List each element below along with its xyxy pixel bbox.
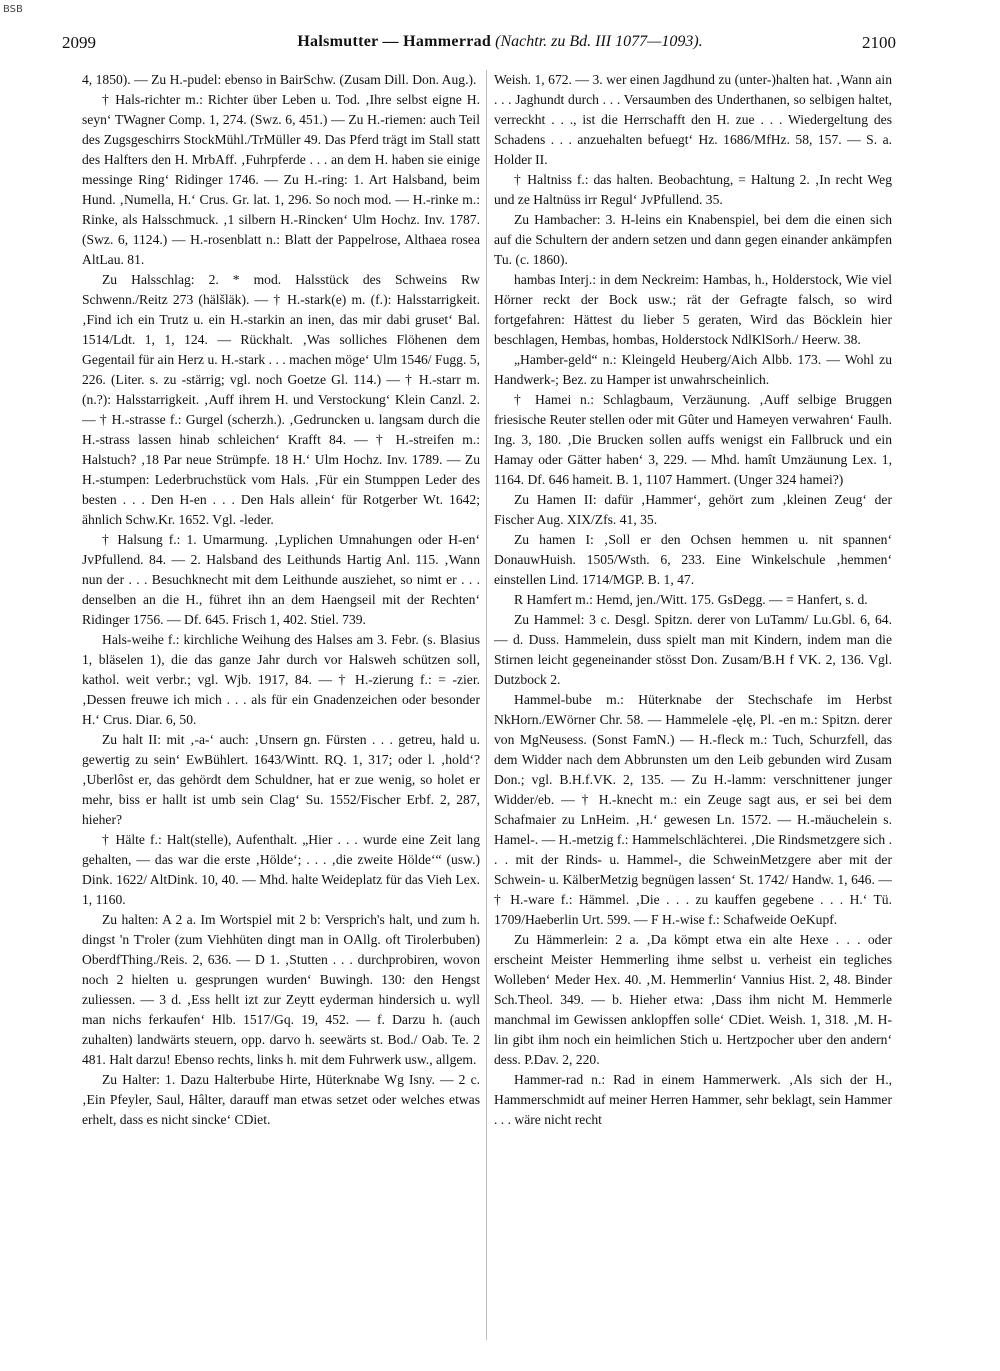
entry-paragraph: † Halsung f.: 1. Umarmung. ‚Lyplichen Umnahungen oder H-en‘ JvPfullend. 84. — 2. Halsband des Leithunds Hartig Anl. 115. ‚Wann nun der . . . Besuchknecht mit dem Leithunde ausziehet, so nimt er . . . denselben an die H., führet ihn an dem Haengseil mit der Rechten‘ Ridinger 1756. — Df. 645. Frisch 1, 402. Stiel. 739. — [82, 532, 480, 627]
entry-paragraph: Hammel-bube m.: Hüterknabe der Stechschafe im Herbst NkHorn./EWörner Chr. 58. — Hammelele -ęlę, Pl. -en m.: Spitzn. derer von MgNeusess. (Sonst FamN.) — H.-fleck m.: Tuch, Schurzfell, das dem Widder nach dem Abbrunsten um den Leib gebunden wird Zusam Don.; vgl. B.H.f.VK. 2, 135. — Zu H.-lamm: verschnittener junger Widder/eb. — † H.-knecht m.: ein Zeuge sagt aus, er sei bei dem Schafmaier zu LnHeim. ‚H.‘ gewesen Ln. 1572. — H.-mäuchelein s. Hamel-. — H.-metzig f.: Hammelschlächterei. ‚Die Rindsmetzgere sich . . . mit der Rinds- u. Hammel-, die SchweinMetzgere aber mit der Schwein- u. KälberMetzig begnügen lassen‘ St. 1742/ Handw. 1, 646. — † H.-ware f.: Hämmel. ‚Die . . . zu kauffen gegebene . . . H.‘ Tü. 1709/Haeberlin Urt. 599. — F H.-wise f.: Schafweide OeKupf. — [494, 692, 892, 927]
entry-paragraph: Zu hamen I: ‚Soll er den Ochsen hemmen u. nit spannen‘ DonauwHuish. 1505/Wsth. 6, 233. Eine Winkelschule ‚hemmen‘ einstellen Lind. 1714/MGP. B. 1, 47. — [494, 532, 892, 587]
left-column — [82, 70, 480, 1360]
entry-paragraph: † Hälte f.: Halt(stelle), Aufenthalt. „Hier . . . wurde eine Zeit lang gehalten, — das war die erste ‚Hölde‘; . . . ‚die zweite Hölde‘“ (usw.) Dink. 1622/ AltDink. 10, 40. — Mhd. halte Weideplatz für das Vieh Lex. 1, 1160. — [82, 832, 480, 907]
entry-paragraph: Zu halt II: mit ‚-a-‘ auch: ‚Unsern gn. Fürsten . . . getreu, hald u. gewertig zu sein‘ EwBühlert. 1643/Wintt. RQ. 1, 317; oder l. ‚hold‘? ‚Uberlôst er, das gehördt dem Schuldner, hat er zue wenig, so holet er mehr, biss er hallt ist umb sein Clag‘ Su. 1552/Fischer Erbf. 2, 287, hieher? — [82, 732, 480, 827]
entry-paragraph: Zu halten: A 2 a. Im Wortspiel mit 2 b: Versprich's halt, und zum h. dingst 'n T'roler (zum Viehhüten dingt man in OAllg. oft Tirolerbuben) OberdfThing./Reis. 2, 636. — D 1. ‚Stutten . . . durchprobiren, wovon noch 2 hielten u. gesprungen wurden‘ Buwingh. 130: den Hengst zuliessen. — 3 d. ‚Ess hellt izt zur Zeytt eyderman hindersich u. wyll man nichs ferkaufen‘ Hlb. 1517/Gq. 19, 452. — f. Darzu h. (auch zuhalten) landwärts steuern, opp. darvo h. seewärts st. Bod./ Oab. Te. 2 481. Halt darzu! Ebenso rechts, links h. mit dem Fuhrwerk usw., allgem. — [82, 912, 480, 1067]
entry-paragraph: 4, 1850). — Zu H.-pudel: ebenso in BairSchw. (Zusam Dill. Don. Aug.). — [82, 72, 477, 87]
page-number-right: 2100 — [862, 33, 896, 52]
entry-paragraph: Hals-weihe f.: kirchliche Weihung des Halses am 3. Febr. (s. Blasius 1, bläselen 1), die das ganze Jahr durch vor Halsweh schützen soll, kathol. weit verbr.; vgl. Wjb. 1917, 84. — † H.-zierung f.: = -zier. ‚Dessen freuwe ich mich . . . als für ein Gnadenzeichen oder besonder H.‘ Crus. Diar. 6, 50. — [82, 632, 480, 727]
watermark: BSB — [3, 4, 23, 15]
running-title-main: Halsmutter — Hammerrad — [297, 33, 492, 50]
entry-paragraph: hambas Interj.: in dem Neckreim: Hambas, h., Holderstock, Wie viel Hörner reckt der Bock usw.; rät der Gefragte falsch, so wird fortgefahren: Hättest du lieber 5 geraten, Wird das Böcklein hier beschlagen, Hembas, hombas, Holderstock NdlKlSorh./ Heerw. 38. — [494, 272, 892, 347]
entry-paragraph: Zu Halter: 1. Dazu Halterbube Hirte, Hüterknabe Wg Isny. — 2 c. ‚Ein Pfeyler, Saul, Hâlter, darauff man etwas setzet oder welches etwas erhelt, dass es nicht sincke‘ CDiet. — [82, 1072, 480, 1127]
running-title-sub: (Nachtr. zu Bd. III 1077—1093). — [495, 33, 703, 50]
entry-paragraph: Zu Hamen II: dafür ‚Hammer‘, gehört zum ‚kleinen Zeug‘ der Fischer Aug. XIX/Zfs. 41, 35. — [494, 492, 892, 527]
running-title — [0, 33, 1000, 51]
page-header — [0, 33, 1000, 57]
entry-paragraph: Zu Hämmerlein: 2 a. ‚Da kömpt etwa ein alte Hexe . . . oder erscheint Meister Hemmerling ihme selbst u. verheist ein tegliches Wolleben‘ Meder Hex. 40. ‚M. Hemmerlin‘ Vannius Hist. 2, 48. Binder Sch.Theol. 349. — b. Hieher etwa: ‚Dass ihm nicht M. Hemmerle manchmal im Gewissen anklopffen solle‘ CDiet. Weish. 1, 318. ‚M. H-lin gibt ihm noch ein heimlichen Stich u. Hertzpocher uber den andern‘ dess. P.Dav. 2, 220. — [494, 932, 892, 1067]
right-column — [494, 70, 892, 1360]
entry-paragraph: † Haltniss f.: das halten. Beobachtung, = Haltung 2. ‚In recht Weg und ze Haltnüss irr Regul‘ JvPfullend. 35. — [494, 172, 892, 207]
page-number-left: 2099 — [62, 33, 96, 52]
column-divider — [486, 70, 487, 1340]
entry-paragraph: Weish. 1, 672. — 3. wer einen Jagdhund zu (unter-)halten hat. ‚Wann ain . . . Jaghundt durch . . . Versaumben des Underthanen, so selbigen haltet, verreckht . . ., ist die Herrschafft den H. zue . . . Wiedergeltung des Schadens . . . anzuehalten befuegt‘ Hz. 1686/MfHz. 58, 157. — S. a. Holder II. — [494, 72, 892, 167]
entry-paragraph: † Hamei n.: Schlagbaum, Verzäunung. ‚Auff selbige Bruggen friesische Reuter stellen oder mit Gûter und Hameyen verwahren‘ Faulh. Ing. 3, 180. ‚Die Brucken sollen auffs wenigst ein Fallbruck und ein Hamay oder Gätter haben‘ 3, 229. — Mhd. hamît Umzäunung Lex. 1, 1164. Df. 646 hameit. B. 1, 1107 Hammert. (Unger 324 hamei?) — [494, 392, 892, 487]
entry-paragraph: † Hals-richter m.: Richter über Leben u. Tod. ‚Ihre selbst eigne H. seyn‘ TWagner Comp. 1, 274. (Swz. 6, 451.) — Zu H.-riemen: auch Teil des Zugsgeschirrs StockMühl./TrMüller 49. Das Pferd trägt im Stall statt des Halfters den H. MrbAff. ‚Fuhrpferde . . . an dem H. haben sie einige messinge Ring‘ Ridinger 1746. — Zu H.-ring: 1. Art Halsband, beim Hund. ‚Numella, H.‘ Crus. Gr. lat. 1, 296. So noch mod. — H.-rinke m.: Rinke, als Halsschmuck. ‚1 silbern H.-Rincken‘ Ulm Hochz. Inv. 1787. (Swz. 6, 1124.) — H.-rosenblatt n.: Blatt der Pappelrose, Althaea rosea AltLau. 81. — [82, 92, 480, 267]
entry-paragraph: Zu Halsschlag: 2. * mod. Halsstück des Schweins Rw Schwenn./Reitz 273 (hälšläk). — † H.-stark(e) m. (f.): Halsstarrigkeit. ‚Find ich ein Trutz u. ein H.-starkin an inen, das mir dabi gruset‘ Bal. 1514/Ldt. 1, 1, 124. — Rückhalt. ‚Was solliches Flöhenen dem Gegentail für ain Herz u. H.-stark . . . machen möge‘ Ulm 1546/ Fugg. 5, 226. (Liter. s. zu -stärrig; vgl. noch Goetze Gl. 114.) — † H.-starr m. (n.?): Halsstarrigkeit. ‚Auff ihrem H. und Verstockung‘ Klein Canzl. 2. — † H.-strasse f.: Gurgel (scherzh.). ‚Gedruncken u. langsam durch die H.-strass lassen hinab schleichen‘ Krafft 84. — † H.-streifen m.: Halstuch? ‚18 Par neue Strümpfe. 18 H.‘ Ulm Hochz. Inv. 1789. — Zu H.-stumpen: Lederbruchstück vom Hals. ‚Für ein Stumppen Leder des besten . . . Den H-en . . . Den Hals allein‘ für Rotgerber Wt. 1642; ähnlich Schw.Kr. 1652. Vgl. -leder. — [82, 272, 480, 527]
entry-paragraph: „Hamber-geld“ n.: Kleingeld Heuberg/Aich Albb. 173. — Wohl zu Handwerk-; Bez. zu Hamper ist unwahrscheinlich. — [494, 352, 892, 387]
entry-paragraph: Hammer-rad n.: Rad in einem Hammerwerk. ‚Als sich der H., Hammerschmidt auf meiner Herren Hammer, sehr beklagt, sein Hammer . . . wäre nicht recht — [494, 1072, 892, 1127]
entry-paragraph: R Hamfert m.: Hemd, jen./Witt. 175. GsDegg. — = Hanfert, s. d. — [514, 592, 868, 607]
entry-paragraph: Zu Hambacher: 3. H-leins ein Knabenspiel, bei dem die einen sich auf die Schultern der andern setzen und dann gegen einander ankämpfen Tu. (c. 1860). — [494, 212, 892, 267]
entry-paragraph: Zu Hammel: 3 c. Desgl. Spitzn. derer von LuTamm/ Lu.Gbl. 6, 64. — d. Duss. Hammelein, duss spielt man mit Kindern, indem man die Stirnen leicht gegeneinander stösst Don. Zusam/B.H f VK. 2, 136. Vgl. Dutzbock 2. — [494, 612, 892, 687]
